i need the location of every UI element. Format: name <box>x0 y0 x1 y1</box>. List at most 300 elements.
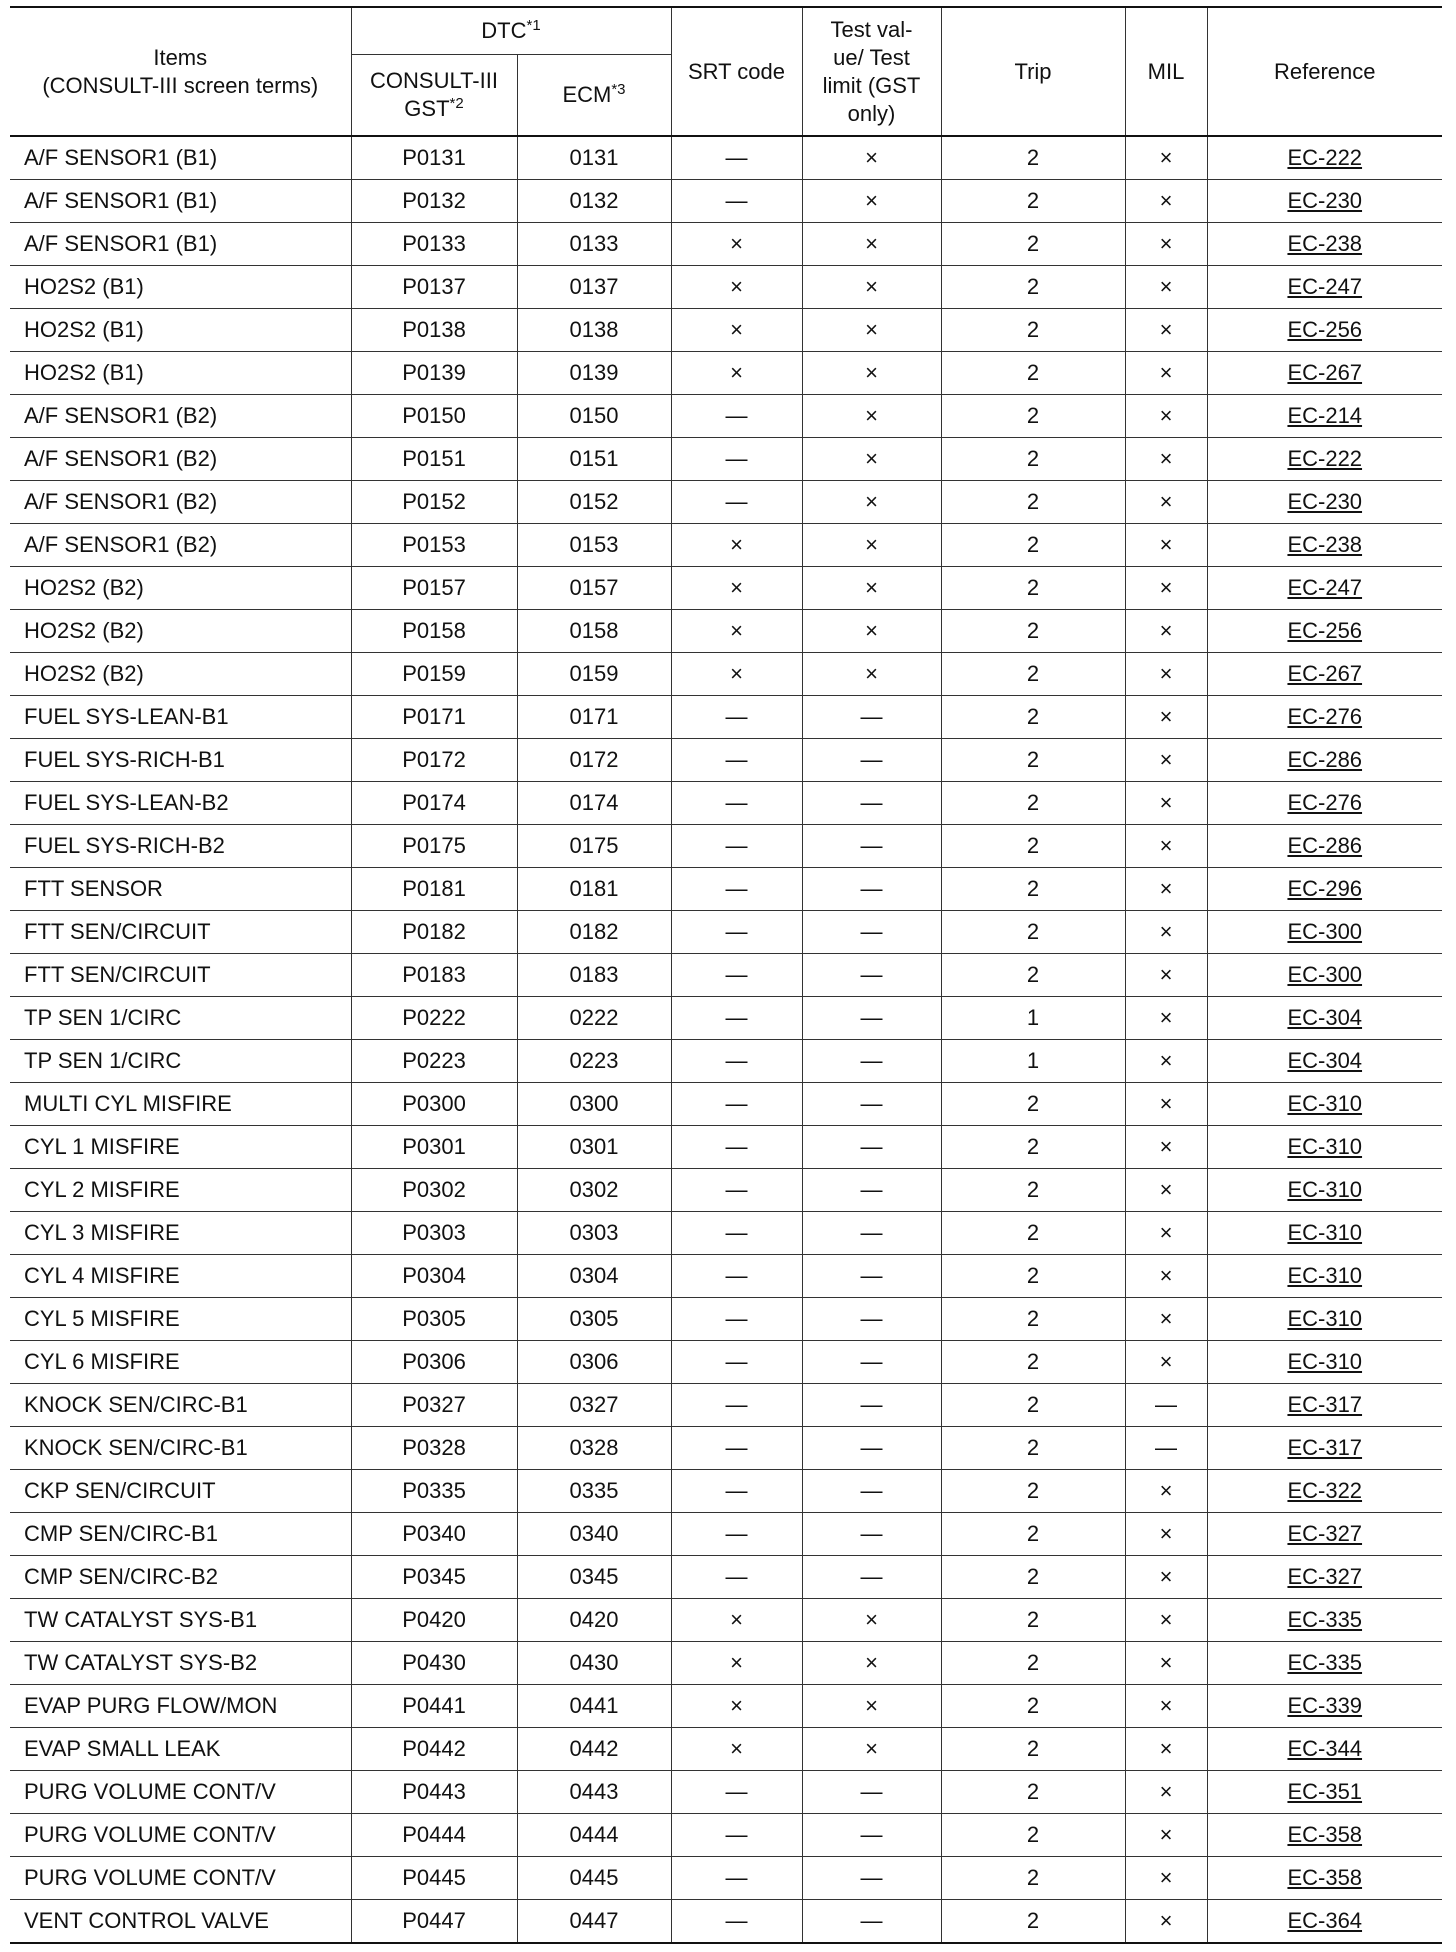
trip-cell: 2 <box>941 1685 1125 1728</box>
reference-link[interactable]: EC-322 <box>1287 1478 1363 1503</box>
reference-link[interactable]: EC-304 <box>1287 1048 1363 1073</box>
mil-cell: × <box>1125 1556 1207 1599</box>
table-row <box>10 567 1442 610</box>
test-value-cell: — <box>802 1126 941 1169</box>
trip-cell: 2 <box>941 1771 1125 1814</box>
reference-link[interactable]: EC-317 <box>1287 1392 1363 1417</box>
reference-link[interactable]: EC-327 <box>1287 1564 1363 1589</box>
item-cell: FUEL SYS-LEAN-B2 <box>10 782 351 825</box>
item-cell: HO2S2 (B1) <box>10 309 351 352</box>
item-cell: CYL 3 MISFIRE <box>10 1212 351 1255</box>
item-cell: PURG VOLUME CONT/V <box>10 1857 351 1900</box>
srt-code-cell: × <box>671 1685 802 1728</box>
srt-code-cell: — <box>671 911 802 954</box>
reference-cell <box>1207 782 1442 825</box>
reference-link[interactable]: EC-214 <box>1287 403 1363 428</box>
test-value-cell: × <box>802 266 941 309</box>
trip-cell: 2 <box>941 1470 1125 1513</box>
ecm-cell: 0442 <box>517 1728 671 1771</box>
trip-cell: 2 <box>941 180 1125 223</box>
test-value-cell: × <box>802 136 941 180</box>
table-row <box>10 223 1442 266</box>
reference-link[interactable]: EC-247 <box>1287 274 1363 299</box>
consult-gst-cell: P0157 <box>351 567 517 610</box>
item-cell: TW CATALYST SYS-B1 <box>10 1599 351 1642</box>
ecm-cell: 0306 <box>517 1341 671 1384</box>
ecm-cell: 0345 <box>517 1556 671 1599</box>
mil-cell: × <box>1125 223 1207 266</box>
reference-cell <box>1207 1169 1442 1212</box>
test-value-cell: × <box>802 481 941 524</box>
table-row <box>10 1255 1442 1298</box>
mil-cell: × <box>1125 997 1207 1040</box>
mil-cell: × <box>1125 739 1207 782</box>
ecm-cell: 0303 <box>517 1212 671 1255</box>
trip-cell: 2 <box>941 1341 1125 1384</box>
srt-code-cell: — <box>671 438 802 481</box>
reference-cell <box>1207 309 1442 352</box>
item-cell: A/F SENSOR1 (B2) <box>10 481 351 524</box>
trip-cell: 2 <box>941 1642 1125 1685</box>
srt-code-cell: — <box>671 1384 802 1427</box>
reference-link[interactable]: EC-364 <box>1287 1908 1363 1933</box>
reference-link[interactable]: EC-351 <box>1287 1779 1363 1804</box>
table-row <box>10 653 1442 696</box>
reference-cell <box>1207 1255 1442 1298</box>
test-value-cell: × <box>802 223 941 266</box>
consult-gst-cell: P0153 <box>351 524 517 567</box>
reference-link[interactable]: EC-310 <box>1287 1091 1363 1116</box>
item-cell: PURG VOLUME CONT/V <box>10 1814 351 1857</box>
reference-cell <box>1207 136 1442 180</box>
reference-cell <box>1207 653 1442 696</box>
header-row-top <box>10 7 1442 55</box>
ecm-cell: 0301 <box>517 1126 671 1169</box>
trip-cell: 2 <box>941 223 1125 266</box>
test-value-cell: — <box>802 1900 941 1944</box>
consult-gst-cell: P0340 <box>351 1513 517 1556</box>
reference-cell <box>1207 1513 1442 1556</box>
consult-gst-cell: P0430 <box>351 1642 517 1685</box>
mil-cell: × <box>1125 911 1207 954</box>
trip-cell: 2 <box>941 352 1125 395</box>
reference-link[interactable]: EC-300 <box>1287 919 1363 944</box>
reference-cell <box>1207 1298 1442 1341</box>
reference-cell <box>1207 1341 1442 1384</box>
table-row <box>10 997 1442 1040</box>
item-cell: HO2S2 (B2) <box>10 653 351 696</box>
test-value-cell: — <box>802 997 941 1040</box>
item-cell: HO2S2 (B1) <box>10 266 351 309</box>
mil-cell: — <box>1125 1427 1207 1470</box>
ecm-cell: 0157 <box>517 567 671 610</box>
reference-link[interactable]: EC-276 <box>1287 790 1363 815</box>
reference-cell <box>1207 1083 1442 1126</box>
mil-cell: × <box>1125 180 1207 223</box>
mil-cell: × <box>1125 825 1207 868</box>
consult-gst-cell: P0443 <box>351 1771 517 1814</box>
item-cell: A/F SENSOR1 (B2) <box>10 395 351 438</box>
consult-gst-cell: P0304 <box>351 1255 517 1298</box>
reference-link[interactable]: EC-358 <box>1287 1822 1363 1847</box>
table-row <box>10 1212 1442 1255</box>
item-cell: HO2S2 (B2) <box>10 610 351 653</box>
ecm-cell: 0182 <box>517 911 671 954</box>
table-row <box>10 481 1442 524</box>
consult-gst-cell: P0152 <box>351 481 517 524</box>
reference-cell <box>1207 1126 1442 1169</box>
table-row <box>10 1341 1442 1384</box>
reference-cell <box>1207 1384 1442 1427</box>
srt-code-cell: × <box>671 352 802 395</box>
consult-gst-cell: P0300 <box>351 1083 517 1126</box>
srt-code-cell: — <box>671 1040 802 1083</box>
mil-cell: × <box>1125 1814 1207 1857</box>
reference-cell <box>1207 954 1442 997</box>
reference-cell <box>1207 223 1442 266</box>
trip-cell: 2 <box>941 1814 1125 1857</box>
header-test-line-4: only) <box>847 100 896 126</box>
item-cell: FTT SEN/CIRCUIT <box>10 954 351 997</box>
header-test-line-2: ue/ Test <box>833 44 910 70</box>
table-row <box>10 1298 1442 1341</box>
table-row <box>10 1083 1442 1126</box>
consult-gst-cell: P0441 <box>351 1685 517 1728</box>
test-value-cell: × <box>802 1728 941 1771</box>
consult-gst-cell: P0159 <box>351 653 517 696</box>
srt-code-cell: × <box>671 610 802 653</box>
consult-gst-cell: P0138 <box>351 309 517 352</box>
reference-link[interactable]: EC-304 <box>1287 1005 1363 1030</box>
mil-cell: × <box>1125 1513 1207 1556</box>
mil-cell: × <box>1125 1599 1207 1642</box>
test-value-cell: — <box>802 868 941 911</box>
reference-link[interactable]: EC-310 <box>1287 1177 1363 1202</box>
trip-cell: 1 <box>941 1040 1125 1083</box>
header-test-line-3: limit (GST <box>822 72 921 98</box>
trip-cell: 2 <box>941 481 1125 524</box>
mil-cell: × <box>1125 696 1207 739</box>
mil-cell: × <box>1125 1642 1207 1685</box>
ecm-cell: 0153 <box>517 524 671 567</box>
srt-code-cell: — <box>671 136 802 180</box>
mil-cell: × <box>1125 1341 1207 1384</box>
table-row <box>10 1513 1442 1556</box>
test-value-cell: × <box>802 524 941 567</box>
reference-link[interactable]: EC-317 <box>1287 1435 1363 1460</box>
reference-cell <box>1207 1900 1442 1944</box>
srt-code-cell: — <box>671 395 802 438</box>
reference-link[interactable]: EC-327 <box>1287 1521 1363 1546</box>
reference-cell <box>1207 825 1442 868</box>
srt-code-cell: × <box>671 266 802 309</box>
srt-code-cell: — <box>671 481 802 524</box>
header-ecm-note: *3 <box>611 81 626 98</box>
trip-cell: 2 <box>941 1900 1125 1944</box>
reference-link[interactable]: EC-335 <box>1287 1607 1363 1632</box>
consult-gst-cell: P0444 <box>351 1814 517 1857</box>
ecm-cell: 0327 <box>517 1384 671 1427</box>
reference-link[interactable]: EC-286 <box>1287 747 1363 772</box>
consult-gst-cell: P0222 <box>351 997 517 1040</box>
test-value-cell: — <box>802 1212 941 1255</box>
mil-cell: × <box>1125 1083 1207 1126</box>
item-cell: VENT CONTROL VALVE <box>10 1900 351 1944</box>
reference-cell <box>1207 1728 1442 1771</box>
test-value-cell: — <box>802 1857 941 1900</box>
consult-gst-cell: P0182 <box>351 911 517 954</box>
ecm-cell: 0131 <box>517 136 671 180</box>
reference-link[interactable]: EC-296 <box>1287 876 1363 901</box>
consult-gst-cell: P0303 <box>351 1212 517 1255</box>
mil-cell: × <box>1125 610 1207 653</box>
table-row <box>10 1126 1442 1169</box>
srt-code-cell: × <box>671 1599 802 1642</box>
reference-link[interactable]: EC-238 <box>1287 532 1363 557</box>
item-cell: FUEL SYS-RICH-B2 <box>10 825 351 868</box>
srt-code-cell: — <box>671 825 802 868</box>
mil-cell: × <box>1125 481 1207 524</box>
mil-cell: × <box>1125 653 1207 696</box>
item-cell: MULTI CYL MISFIRE <box>10 1083 351 1126</box>
header-ecm-label: ECM <box>562 82 612 107</box>
ecm-cell: 0175 <box>517 825 671 868</box>
table-row <box>10 438 1442 481</box>
reference-cell <box>1207 1642 1442 1685</box>
item-cell: CYL 4 MISFIRE <box>10 1255 351 1298</box>
ecm-cell: 0181 <box>517 868 671 911</box>
consult-gst-cell: P0172 <box>351 739 517 782</box>
consult-gst-cell: P0181 <box>351 868 517 911</box>
ecm-cell: 0222 <box>517 997 671 1040</box>
test-value-cell: — <box>802 1384 941 1427</box>
header-consult-label: CONSULT-III <box>370 68 498 93</box>
reference-cell <box>1207 911 1442 954</box>
trip-cell: 1 <box>941 997 1125 1040</box>
reference-link[interactable]: EC-310 <box>1287 1263 1363 1288</box>
mil-cell: × <box>1125 524 1207 567</box>
item-cell: EVAP PURG FLOW/MON <box>10 1685 351 1728</box>
test-value-cell: — <box>802 1513 941 1556</box>
reference-link[interactable]: EC-344 <box>1287 1736 1363 1761</box>
table-row <box>10 1771 1442 1814</box>
test-value-cell: — <box>802 1040 941 1083</box>
mil-cell: × <box>1125 954 1207 997</box>
trip-cell: 2 <box>941 1513 1125 1556</box>
header-dtc-label: DTC <box>481 18 527 43</box>
ecm-cell: 0139 <box>517 352 671 395</box>
trip-cell: 2 <box>941 1126 1125 1169</box>
trip-cell: 2 <box>941 1212 1125 1255</box>
trip-cell: 2 <box>941 567 1125 610</box>
item-cell: A/F SENSOR1 (B1) <box>10 180 351 223</box>
table-row <box>10 136 1442 180</box>
reference-cell <box>1207 352 1442 395</box>
test-value-cell: — <box>802 1255 941 1298</box>
ecm-cell: 0304 <box>517 1255 671 1298</box>
header-items-title: Items <box>153 44 208 70</box>
reference-link[interactable]: EC-300 <box>1287 962 1363 987</box>
srt-code-cell: × <box>671 524 802 567</box>
header-test <box>802 7 941 136</box>
ecm-cell: 0443 <box>517 1771 671 1814</box>
item-cell: FUEL SYS-RICH-B1 <box>10 739 351 782</box>
srt-code-cell: × <box>671 223 802 266</box>
item-cell: CYL 6 MISFIRE <box>10 1341 351 1384</box>
header-items-subtitle: (CONSULT-III screen terms) <box>42 72 319 98</box>
test-value-cell: — <box>802 954 941 997</box>
reference-cell <box>1207 868 1442 911</box>
trip-cell: 2 <box>941 1556 1125 1599</box>
item-cell: CMP SEN/CIRC-B2 <box>10 1556 351 1599</box>
consult-gst-cell: P0137 <box>351 266 517 309</box>
test-value-cell: — <box>802 825 941 868</box>
reference-link[interactable]: EC-286 <box>1287 833 1363 858</box>
reference-link[interactable]: EC-238 <box>1287 231 1363 256</box>
mil-cell: × <box>1125 1298 1207 1341</box>
table-row <box>10 524 1442 567</box>
reference-link[interactable]: EC-256 <box>1287 317 1363 342</box>
trip-cell: 2 <box>941 653 1125 696</box>
reference-cell <box>1207 1771 1442 1814</box>
table-row <box>10 309 1442 352</box>
ecm-cell: 0174 <box>517 782 671 825</box>
ecm-cell: 0172 <box>517 739 671 782</box>
consult-gst-cell: P0174 <box>351 782 517 825</box>
srt-code-cell: — <box>671 1513 802 1556</box>
consult-gst-cell: P0139 <box>351 352 517 395</box>
item-cell: FTT SENSOR <box>10 868 351 911</box>
reference-link[interactable]: EC-358 <box>1287 1865 1363 1890</box>
reference-cell <box>1207 1685 1442 1728</box>
reference-link[interactable]: EC-222 <box>1287 446 1363 471</box>
reference-link[interactable]: EC-310 <box>1287 1349 1363 1374</box>
trip-cell: 2 <box>941 395 1125 438</box>
item-cell: CKP SEN/CIRCUIT <box>10 1470 351 1513</box>
header-trip: Trip <box>941 7 1125 136</box>
reference-cell <box>1207 395 1442 438</box>
trip-cell: 2 <box>941 1083 1125 1126</box>
reference-link[interactable]: EC-335 <box>1287 1650 1363 1675</box>
item-cell: A/F SENSOR1 (B2) <box>10 438 351 481</box>
reference-link[interactable]: EC-310 <box>1287 1220 1363 1245</box>
test-value-cell: — <box>802 1169 941 1212</box>
consult-gst-cell: P0445 <box>351 1857 517 1900</box>
item-cell: FTT SEN/CIRCUIT <box>10 911 351 954</box>
mil-cell: × <box>1125 567 1207 610</box>
ecm-cell: 0430 <box>517 1642 671 1685</box>
srt-code-cell: — <box>671 1083 802 1126</box>
trip-cell: 2 <box>941 438 1125 481</box>
item-cell: CYL 2 MISFIRE <box>10 1169 351 1212</box>
reference-cell <box>1207 266 1442 309</box>
mil-cell: × <box>1125 1126 1207 1169</box>
test-value-cell: × <box>802 395 941 438</box>
reference-cell <box>1207 1040 1442 1083</box>
consult-gst-cell: P0133 <box>351 223 517 266</box>
dtc-table <box>10 6 1442 1944</box>
reference-link[interactable]: EC-267 <box>1287 360 1363 385</box>
reference-link[interactable]: EC-256 <box>1287 618 1363 643</box>
trip-cell: 2 <box>941 136 1125 180</box>
reference-cell <box>1207 180 1442 223</box>
ecm-cell: 0335 <box>517 1470 671 1513</box>
header-consult-gst <box>351 55 517 137</box>
ecm-cell: 0158 <box>517 610 671 653</box>
item-cell: KNOCK SEN/CIRC-B1 <box>10 1384 351 1427</box>
test-value-cell: — <box>802 1814 941 1857</box>
item-cell: CYL 1 MISFIRE <box>10 1126 351 1169</box>
test-value-cell: × <box>802 438 941 481</box>
ecm-cell: 0420 <box>517 1599 671 1642</box>
test-value-cell: × <box>802 1685 941 1728</box>
srt-code-cell: — <box>671 1427 802 1470</box>
ecm-cell: 0171 <box>517 696 671 739</box>
trip-cell: 2 <box>941 782 1125 825</box>
mil-cell: × <box>1125 309 1207 352</box>
table-row <box>10 352 1442 395</box>
test-value-cell: — <box>802 1341 941 1384</box>
mil-cell: × <box>1125 1900 1207 1944</box>
table-row <box>10 1427 1442 1470</box>
consult-gst-cell: P0183 <box>351 954 517 997</box>
test-value-cell: — <box>802 1556 941 1599</box>
srt-code-cell: — <box>671 1255 802 1298</box>
reference-cell <box>1207 1427 1442 1470</box>
reference-link[interactable]: EC-222 <box>1287 145 1363 170</box>
test-value-cell: — <box>802 1470 941 1513</box>
srt-code-cell: × <box>671 309 802 352</box>
ecm-cell: 0444 <box>517 1814 671 1857</box>
ecm-cell: 0159 <box>517 653 671 696</box>
reference-cell <box>1207 1556 1442 1599</box>
test-value-cell: — <box>802 782 941 825</box>
header-mil: MIL <box>1125 7 1207 136</box>
srt-code-cell: — <box>671 1341 802 1384</box>
mil-cell: × <box>1125 1857 1207 1900</box>
reference-link[interactable]: EC-247 <box>1287 575 1363 600</box>
trip-cell: 2 <box>941 1427 1125 1470</box>
consult-gst-cell: P0301 <box>351 1126 517 1169</box>
reference-link[interactable]: EC-230 <box>1287 188 1363 213</box>
reference-link[interactable]: EC-230 <box>1287 489 1363 514</box>
srt-code-cell: — <box>671 1470 802 1513</box>
ecm-cell: 0133 <box>517 223 671 266</box>
table-body <box>10 136 1442 1943</box>
reference-cell <box>1207 524 1442 567</box>
mil-cell: × <box>1125 1169 1207 1212</box>
consult-gst-cell: P0150 <box>351 395 517 438</box>
srt-code-cell: — <box>671 1900 802 1944</box>
reference-link[interactable]: EC-310 <box>1287 1134 1363 1159</box>
test-value-cell: — <box>802 1771 941 1814</box>
header-gst-note: *2 <box>449 95 464 112</box>
table-row <box>10 1728 1442 1771</box>
reference-link[interactable]: EC-267 <box>1287 661 1363 686</box>
table-row <box>10 782 1442 825</box>
reference-link[interactable]: EC-339 <box>1287 1693 1363 1718</box>
table-row <box>10 1169 1442 1212</box>
table-header <box>10 7 1442 136</box>
header-items <box>10 7 351 136</box>
table-row <box>10 696 1442 739</box>
table-row <box>10 1384 1442 1427</box>
reference-link[interactable]: EC-276 <box>1287 704 1363 729</box>
table-row <box>10 1857 1442 1900</box>
reference-cell <box>1207 610 1442 653</box>
reference-link[interactable]: EC-310 <box>1287 1306 1363 1331</box>
item-cell: A/F SENSOR1 (B1) <box>10 223 351 266</box>
